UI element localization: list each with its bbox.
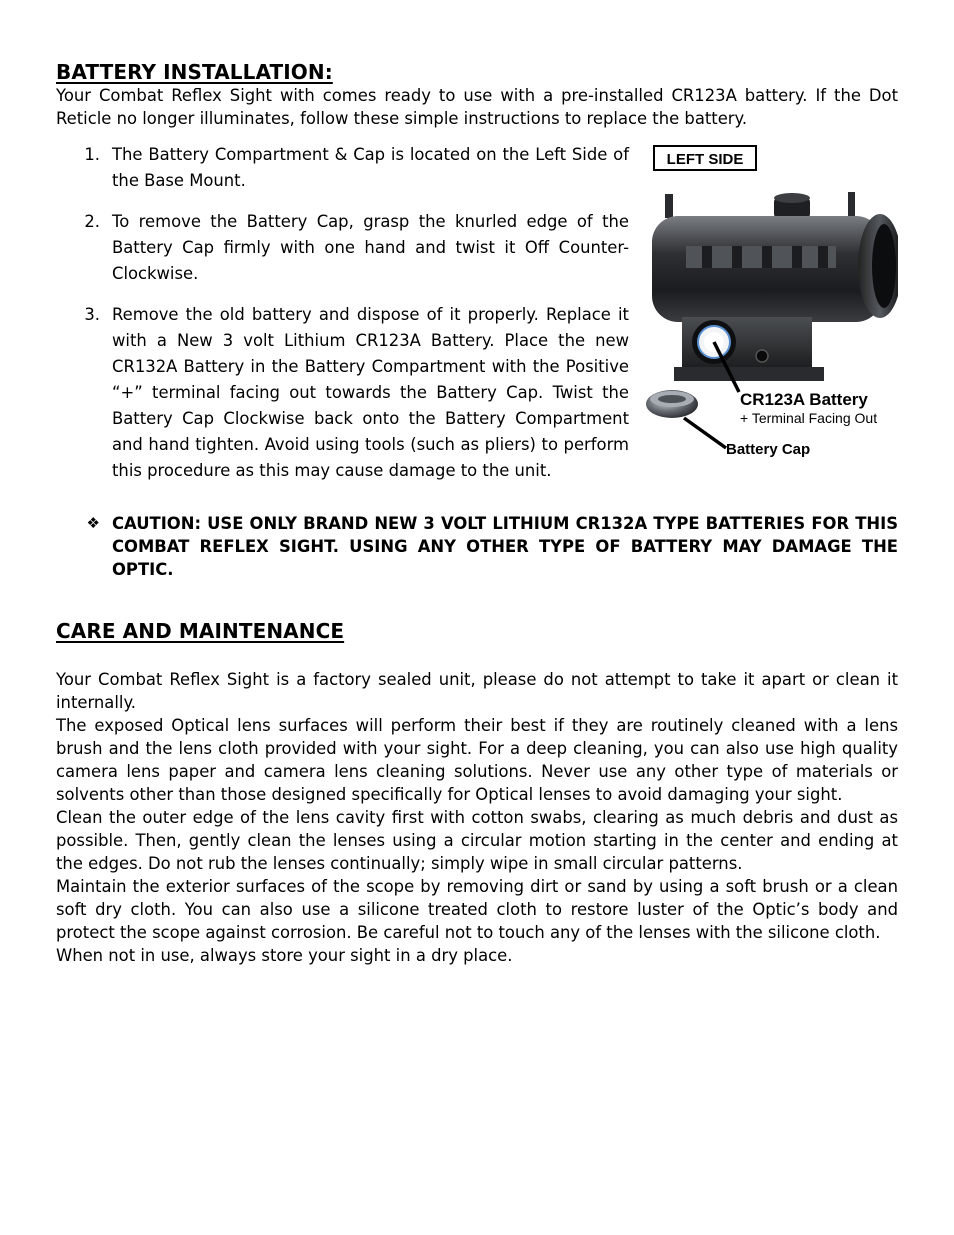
list-item xyxy=(56,142,629,194)
list-item xyxy=(56,209,629,287)
reflex-sight-battery-figure xyxy=(642,142,898,462)
terminal-label: + Terminal Facing Out xyxy=(740,410,878,426)
battery-intro-paragraph: Your Combat Reflex Sight with comes ready to use with a pre-installed CR123A battery. If the Dot Reticle no longer illuminates, follow these simple instructions to replace the battery. xyxy=(56,86,898,128)
battery-installation-heading: BATTERY INSTALLATION: xyxy=(56,60,333,84)
document-page xyxy=(56,56,898,967)
step-number: 1. xyxy=(84,145,100,164)
step-text: The Battery Compartment & Cap is located on the Left Side of the Base Mount. xyxy=(112,145,629,190)
battery-label: CR123A Battery xyxy=(740,390,868,409)
care-paragraph: The exposed Optical lens surfaces will perform their best if they are routinely cleaned with a lens brush and the lens cloth provided with your sight. For a deep cleaning, you can also use high quality camera lens paper and camera lens cleaning solutions. Never use any other type of materials or solvents other than those designed specifically for Optical lenses to avoid damaging your sight. xyxy=(56,716,898,804)
caution-text: CAUTION: USE ONLY BRAND NEW 3 VOLT LITHIUM CR132A TYPE BATTERIES FOR THIS COMBAT REFLEX SIGHT. USING ANY OTHER TYPE OF BATTERY MAY DAMAGE THE OPTIC. xyxy=(112,514,898,579)
care-maintenance-heading: CARE AND MAINTENANCE xyxy=(56,619,345,643)
left-side-label: LEFT SIDE xyxy=(666,151,744,168)
rear-sight-post xyxy=(665,194,673,218)
cap-pointer-line xyxy=(684,418,726,448)
sight-tube xyxy=(652,216,882,322)
cap-label: Battery Cap xyxy=(726,441,811,458)
step-text: To remove the Battery Cap, grasp the knurled edge of the Battery Cap firmly with one hand and twist it Off Counter-Clockwise. xyxy=(112,212,629,283)
diamond-bullet-icon: ❖ xyxy=(86,514,100,532)
care-paragraph: Your Combat Reflex Sight is a factory sealed unit, please do not attempt to take it apart or clean it internally. xyxy=(56,670,898,712)
battery-steps-list xyxy=(56,142,629,499)
step-number: 2. xyxy=(84,212,100,231)
care-paragraph: Clean the outer edge of the lens cavity first with cotton swabs, clearing as much debris and dust as possible. Then, gently clean the lenses using a circular motion starting in the center and ending at the edges. Do not rub the lenses continually; simply wipe in small circular patterns. xyxy=(56,808,898,873)
list-item xyxy=(56,302,629,484)
care-paragraph: Maintain the exterior surfaces of the scope by removing dirt or sand by using a soft brush or a clean soft dry cloth. You can also use a silicone treated cloth to restore luster of the Optic’s body and protect the scope against corrosion. Be careful not to touch any of the lenses with the silicone cloth. xyxy=(56,877,898,942)
care-paragraph: When not in use, always store your sight in a dry place. xyxy=(56,946,513,965)
battery-steps-section xyxy=(56,142,898,499)
caution-note xyxy=(56,512,898,581)
step-number: 3. xyxy=(84,305,100,324)
mount-screw xyxy=(756,350,768,362)
front-sight-post xyxy=(848,192,855,220)
step-text: Remove the old battery and dispose of it properly. Replace it with a New 3 volt Lithium CR123A Battery. Place the new CR132A Battery in the Battery Compartment with the Positive “+” terminal facing out towards the Battery Cap. Twist the Battery Cap Clockwise back onto the Battery Compartment and hand tighten. Avoid using tools (such as pliers) to perform this procedure as this may cause damage to the unit. xyxy=(112,305,629,480)
